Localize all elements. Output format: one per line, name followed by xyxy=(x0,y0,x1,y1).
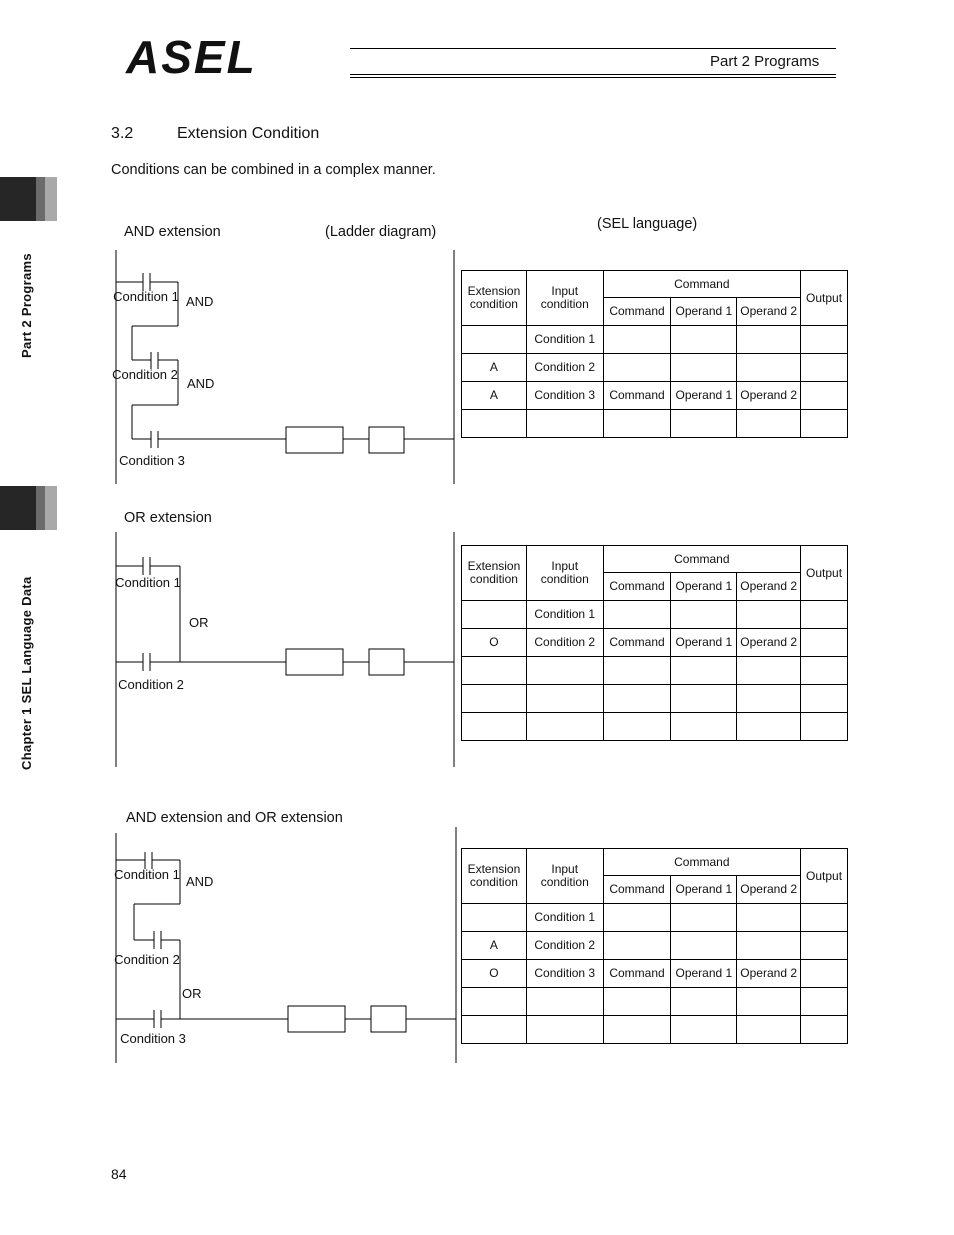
operand1-cell xyxy=(671,713,737,741)
output-cell xyxy=(801,713,848,741)
table-row xyxy=(462,685,848,713)
table-row xyxy=(462,904,848,932)
operand1-cell xyxy=(671,410,737,438)
header-command: Command xyxy=(603,573,671,601)
table-row xyxy=(462,410,848,438)
condition-label: Condition 2 xyxy=(114,952,180,967)
table-row xyxy=(462,601,848,629)
extension-cell xyxy=(462,904,527,932)
operand2-cell xyxy=(737,685,801,713)
table-row xyxy=(462,960,848,988)
extension-cell: A xyxy=(462,382,527,410)
header-command-group: Command xyxy=(603,271,800,298)
table-row xyxy=(462,988,848,1016)
table-row xyxy=(462,932,848,960)
operand2-cell: Operand 2 xyxy=(737,629,801,657)
condition-label: Condition 2 xyxy=(118,677,184,692)
header-command: Command xyxy=(603,876,671,904)
input-cell: Condition 1 xyxy=(526,326,603,354)
input-cell: Condition 2 xyxy=(526,354,603,382)
section-title: Extension Condition xyxy=(177,125,320,142)
sel-language-label: (SEL language) xyxy=(597,216,698,232)
input-cell xyxy=(526,410,603,438)
operand1-cell xyxy=(671,326,737,354)
output-cell xyxy=(801,1016,848,1044)
operand1-cell xyxy=(671,657,737,685)
header-command-group: Command xyxy=(603,546,800,573)
connector-label: AND xyxy=(186,294,214,309)
operand2-cell xyxy=(737,657,801,685)
operand2-cell xyxy=(737,988,801,1016)
input-cell xyxy=(526,685,603,713)
header-part-label: Part 2 Programs xyxy=(710,53,820,70)
table-row xyxy=(462,713,848,741)
asel-logo: ASEL xyxy=(126,31,257,83)
extension-cell xyxy=(462,326,527,354)
operand1-cell: Operand 1 xyxy=(671,382,737,410)
input-cell: Condition 3 xyxy=(526,382,603,410)
output-cell xyxy=(801,657,848,685)
table-row xyxy=(462,326,848,354)
sel-table-or xyxy=(461,545,848,741)
command-cell xyxy=(603,657,671,685)
operand2-cell: Operand 2 xyxy=(737,382,801,410)
operand2-cell xyxy=(737,932,801,960)
and-or-extension-title: AND extension and OR extension xyxy=(126,810,343,826)
output-cell xyxy=(801,410,848,438)
output-cell xyxy=(801,988,848,1016)
operand1-cell xyxy=(671,988,737,1016)
extension-cell xyxy=(462,1016,527,1044)
condition-label: Condition 1 xyxy=(114,867,180,882)
header-operand-1: Operand 1 xyxy=(671,573,737,601)
output-cell xyxy=(801,326,848,354)
input-cell xyxy=(526,1016,603,1044)
command-cell: Command xyxy=(603,382,671,410)
table-row xyxy=(462,657,848,685)
header-operand-1: Operand 1 xyxy=(671,876,737,904)
extension-cell: O xyxy=(462,960,527,988)
operand2-cell xyxy=(737,713,801,741)
command-cell xyxy=(603,410,671,438)
command-cell xyxy=(603,713,671,741)
condition-label: Condition 3 xyxy=(120,1031,186,1046)
output-cell xyxy=(801,904,848,932)
and-extension-title: AND extension xyxy=(124,224,221,240)
input-cell: Condition 3 xyxy=(526,960,603,988)
command-cell xyxy=(603,1016,671,1044)
command-cell xyxy=(603,904,671,932)
output-cell xyxy=(801,382,848,410)
operand1-cell xyxy=(671,1016,737,1044)
or-extension-title: OR extension xyxy=(124,510,212,526)
header-operand-2: Operand 2 xyxy=(737,298,801,326)
header-command-group: Command xyxy=(603,849,800,876)
extension-cell xyxy=(462,685,527,713)
header-operand-2: Operand 2 xyxy=(737,573,801,601)
output-cell xyxy=(801,629,848,657)
operand2-cell xyxy=(737,354,801,382)
section-intro: Conditions can be combined in a complex manner. xyxy=(111,162,436,178)
input-cell xyxy=(526,713,603,741)
side-part-label: Part 2 Programs xyxy=(19,253,34,358)
operand2-cell xyxy=(737,601,801,629)
table-row xyxy=(462,354,848,382)
extension-cell: A xyxy=(462,932,527,960)
side-chapter-label: Chapter 1 SEL Language Data xyxy=(19,576,34,770)
input-cell: Condition 1 xyxy=(526,601,603,629)
header-extension-condition: Extension condition xyxy=(462,849,527,904)
connector-label: AND xyxy=(187,376,215,391)
operand1-cell xyxy=(671,685,737,713)
output-cell xyxy=(801,685,848,713)
operand1-cell xyxy=(671,601,737,629)
ladder-and-or-extension xyxy=(116,827,456,1063)
header-input-condition: Input condition xyxy=(526,271,603,326)
operand2-cell: Operand 2 xyxy=(737,960,801,988)
header-command: Command xyxy=(603,298,671,326)
extension-cell xyxy=(462,657,527,685)
condition-label: Condition 1 xyxy=(113,289,179,304)
command-cell xyxy=(603,326,671,354)
header-output: Output xyxy=(801,271,848,326)
operand1-cell: Operand 1 xyxy=(671,629,737,657)
extension-cell xyxy=(462,410,527,438)
extension-cell xyxy=(462,713,527,741)
command-cell xyxy=(603,354,671,382)
condition-label: Condition 1 xyxy=(115,575,181,590)
operand2-cell xyxy=(737,410,801,438)
command-cell xyxy=(603,685,671,713)
table-row xyxy=(462,382,848,410)
ladder-diagram-label: (Ladder diagram) xyxy=(325,224,437,240)
command-cell: Command xyxy=(603,629,671,657)
operand2-cell xyxy=(737,326,801,354)
extension-cell xyxy=(462,601,527,629)
header-input-condition: Input condition xyxy=(526,849,603,904)
output-cell xyxy=(801,932,848,960)
operand1-cell xyxy=(671,354,737,382)
sel-table-and xyxy=(461,270,848,438)
section-number: 3.2 xyxy=(111,125,134,142)
operand1-cell xyxy=(671,932,737,960)
input-cell: Condition 2 xyxy=(526,629,603,657)
operand1-cell xyxy=(671,904,737,932)
connector-label: OR xyxy=(182,986,202,1001)
output-cell xyxy=(801,354,848,382)
header-operand-1: Operand 1 xyxy=(671,298,737,326)
output-cell xyxy=(801,960,848,988)
command-cell xyxy=(603,932,671,960)
extension-cell: O xyxy=(462,629,527,657)
operand1-cell: Operand 1 xyxy=(671,960,737,988)
extension-cell xyxy=(462,988,527,1016)
ladder-or-extension xyxy=(116,532,454,767)
connector-label: AND xyxy=(186,874,214,889)
input-cell xyxy=(526,657,603,685)
header-output: Output xyxy=(801,546,848,601)
header-output: Output xyxy=(801,849,848,904)
command-cell xyxy=(603,988,671,1016)
extension-cell: A xyxy=(462,354,527,382)
operand2-cell xyxy=(737,904,801,932)
connector-label: OR xyxy=(189,615,209,630)
operand2-cell xyxy=(737,1016,801,1044)
condition-label: Condition 2 xyxy=(112,367,178,382)
command-cell: Command xyxy=(603,960,671,988)
output-cell xyxy=(801,601,848,629)
header-extension-condition: Extension condition xyxy=(462,271,527,326)
header-input-condition: Input condition xyxy=(526,546,603,601)
input-cell xyxy=(526,988,603,1016)
input-cell: Condition 2 xyxy=(526,932,603,960)
page-number: 84 xyxy=(111,1166,127,1182)
header-operand-2: Operand 2 xyxy=(737,876,801,904)
sel-table-and-or xyxy=(461,848,848,1044)
command-cell xyxy=(603,601,671,629)
header-extension-condition: Extension condition xyxy=(462,546,527,601)
input-cell: Condition 1 xyxy=(526,904,603,932)
table-row xyxy=(462,1016,848,1044)
condition-label: Condition 3 xyxy=(119,453,185,468)
table-row xyxy=(462,629,848,657)
